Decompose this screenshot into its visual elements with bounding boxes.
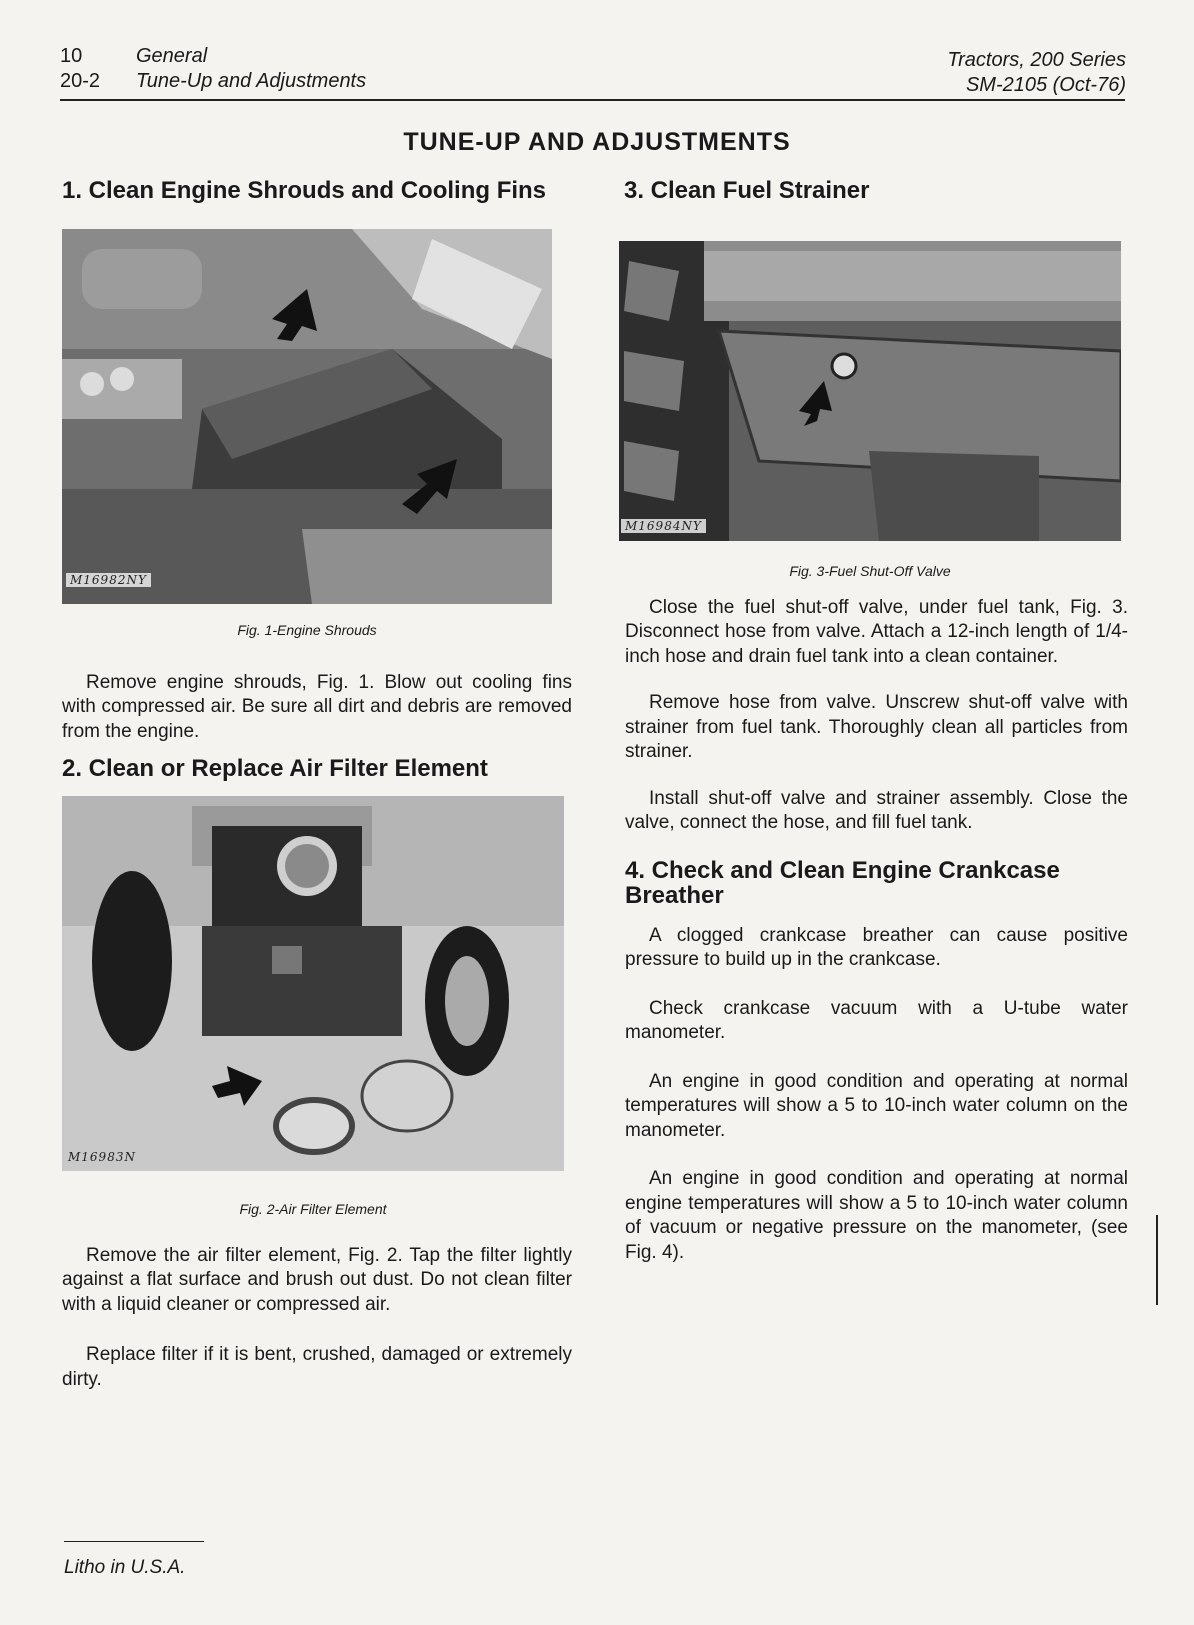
section-3-text-1: Close the fuel shut-off valve, under fuel tank, Fig. 3. Disconnect hose from valve. Attach a 12-inch length of 1/4-inch hose and drain fuel tank into a clean container. — [625, 596, 1128, 667]
figure-2-air-filter — [62, 796, 564, 1171]
section-4-heading: 4. Check and Clean Engine Crankcase Breather — [625, 856, 1060, 909]
section-3-text-3: Install shut-off valve and strainer assembly. Close the valve, connect the hose, and fill fuel tank. — [625, 787, 1128, 833]
fuel-valve-photo — [619, 241, 1121, 541]
page-header-left — [60, 44, 366, 94]
air-filter-photo — [62, 796, 564, 1171]
revision-bar — [1156, 1215, 1158, 1305]
section-1-heading: 1. Clean Engine Shrouds and Cooling Fins — [62, 177, 547, 204]
footer-litho: Litho in U.S.A. — [64, 1557, 186, 1578]
engine-shrouds-photo — [62, 229, 552, 604]
header-line-2 — [60, 69, 366, 94]
section-4-text-1: A clogged crankcase breather can cause positive pressure to build up in the crankcase. — [625, 924, 1128, 970]
manual-code: SM-2105 (Oct-76) — [965, 74, 1126, 96]
section-4-text-4: An engine in good condition and operating at normal engine temperatures will show a 5 to 10-inch water column of vacuum or negative pressure on the manometer, (see Fig. 4). — [625, 1168, 1128, 1263]
section-3-heading: 3. Clean Fuel Strainer — [624, 177, 870, 204]
page-number: 10 — [60, 45, 83, 67]
section-name: General — [136, 45, 208, 67]
figure-1-caption: Fig. 1-Engine Shrouds — [237, 622, 377, 638]
page-header-right — [947, 48, 1126, 98]
section-3-text-2: Remove hose from valve. Unscrew shut-off valve with strainer from fuel tank. Thoroughly clean all particles from strainer. — [625, 692, 1128, 762]
right-column — [625, 178, 1128, 1265]
left-column — [62, 178, 572, 1392]
figure-1-engine-shrouds — [62, 229, 552, 604]
section-4-text-3: An engine in good condition and operating at normal temperatures will show a 5 to 10-inch water column on the manometer. — [625, 1070, 1128, 1141]
section-2-text-2: Replace filter if it is bent, crushed, damaged or extremely dirty. — [62, 1344, 572, 1390]
figure-3-caption: Fig. 3-Fuel Shut-Off Valve — [789, 563, 951, 579]
figure-2-caption: Fig. 2-Air Filter Element — [239, 1201, 387, 1217]
footer-rule — [64, 1541, 204, 1542]
figure-3-fuel-valve — [619, 241, 1121, 541]
figure-2-id: M16983N — [68, 1150, 136, 1164]
group-name: Tune-Up and Adjustments — [136, 70, 367, 92]
section-2-heading: 2. Clean or Replace Air Filter Element — [62, 755, 488, 782]
figure-3-id: M16984NY — [621, 519, 706, 533]
section-1-text: Remove engine shrouds, Fig. 1. Blow out cooling fins with compressed air. Be sure all dirt and debris are removed from the engine. — [62, 671, 572, 742]
group-number: 20-2 — [60, 70, 101, 92]
figure-1-id: M16982NY — [66, 573, 151, 587]
section-2-text-1: Remove the air filter element, Fig. 2. Tap the filter lightly against a flat surface and brush out dust. Do not clean filter with a liquid cleaner or compressed air. — [62, 1244, 572, 1315]
page-title: TUNE-UP AND ADJUSTMENTS — [403, 128, 791, 156]
header-rule — [60, 99, 1125, 101]
section-4-text-2: Check crankcase vacuum with a U-tube water manometer. — [625, 997, 1128, 1043]
manual-title: Tractors, 200 Series — [947, 49, 1126, 71]
header-line-1 — [60, 44, 366, 69]
